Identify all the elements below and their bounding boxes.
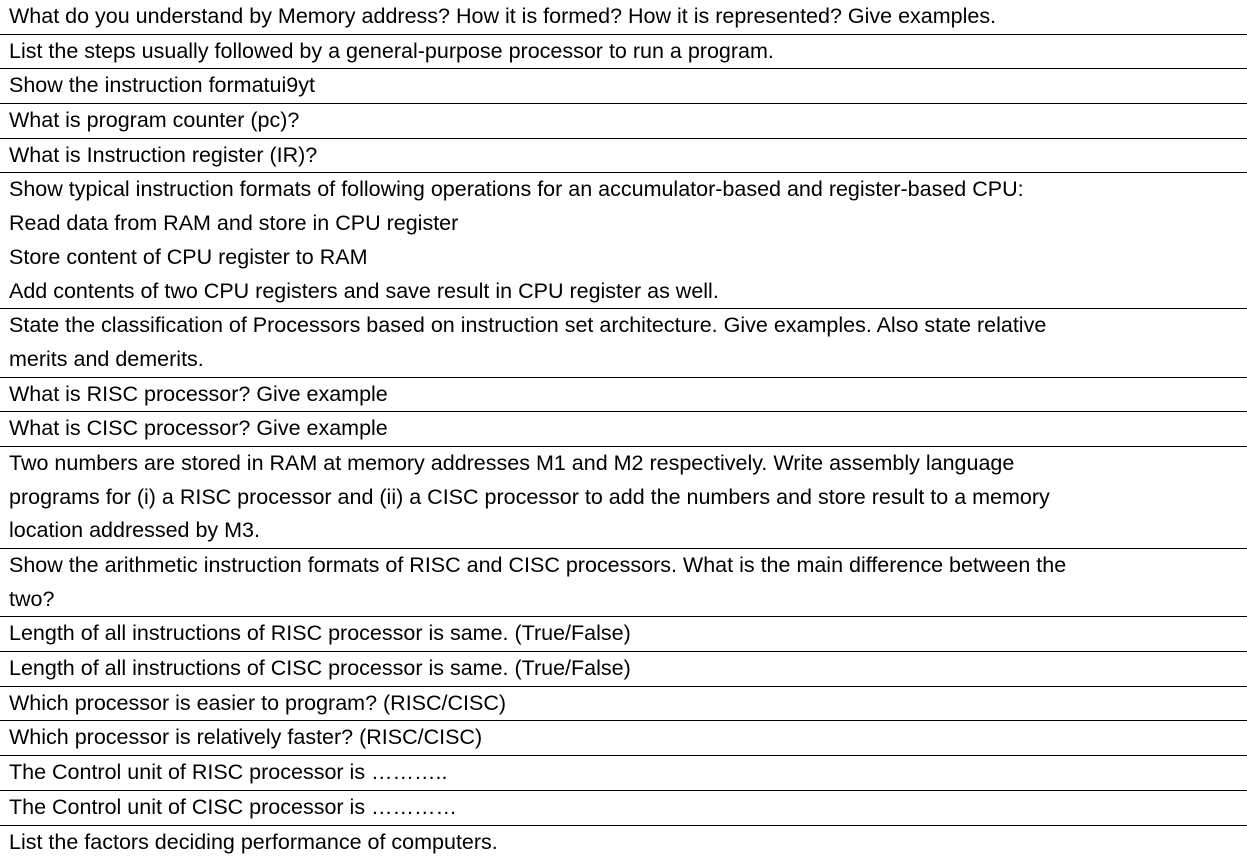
question-text-line: Length of all instructions of CISC processor is same. (True/False) (9, 652, 1247, 686)
question-text-line: programs for (i) a RISC processor and (ii) a CISC processor to add the numbers and store result to a memory (9, 481, 1247, 515)
question-text-line: What do you understand by Memory address? How it is formed? How it is represented? Give examples. (9, 0, 1247, 34)
question-cell (0, 825, 1247, 859)
question-text-line: Add contents of two CPU registers and save result in CPU register as well. (9, 275, 1247, 309)
question-cell (0, 446, 1247, 548)
question-text-line: List the steps usually followed by a general-purpose processor to run a program. (9, 35, 1247, 69)
question-cell (0, 173, 1247, 309)
question-text-line: State the classification of Processors based on instruction set architecture. Give examples. Also state relative (9, 309, 1247, 343)
question-row (0, 104, 1247, 139)
question-cell (0, 756, 1247, 791)
question-text-line: What is RISC processor? Give example (9, 378, 1247, 412)
question-text-line: List the factors deciding performance of computers. (9, 826, 1247, 859)
question-cell (0, 790, 1247, 825)
question-row (0, 138, 1247, 173)
question-cell (0, 0, 1247, 34)
question-text-line: Show typical instruction formats of following operations for an accumulator-based and register-based CPU: (9, 173, 1247, 207)
question-text-line: two? (9, 583, 1247, 617)
question-row (0, 412, 1247, 447)
question-text-line: What is CISC processor? Give example (9, 412, 1247, 446)
question-cell (0, 138, 1247, 173)
question-text-line: Show the arithmetic instruction formats of RISC and CISC processors. What is the main difference between the (9, 549, 1247, 583)
question-row (0, 825, 1247, 859)
question-text-line: merits and demerits. (9, 343, 1247, 377)
question-row (0, 756, 1247, 791)
question-row (0, 790, 1247, 825)
question-row (0, 34, 1247, 69)
question-cell (0, 549, 1247, 617)
question-row (0, 549, 1247, 617)
question-text-line: Which processor is relatively faster? (RISC/CISC) (9, 721, 1247, 755)
question-cell (0, 617, 1247, 652)
question-row (0, 446, 1247, 548)
question-cell (0, 721, 1247, 756)
question-row (0, 377, 1247, 412)
question-row (0, 69, 1247, 104)
question-text-line: Two numbers are stored in RAM at memory addresses M1 and M2 respectively. Write assembly language (9, 447, 1247, 481)
question-text-line: Read data from RAM and store in CPU register (9, 207, 1247, 241)
question-text-line: The Control unit of CISC processor is ………… (9, 791, 1247, 825)
question-cell (0, 652, 1247, 687)
question-cell (0, 377, 1247, 412)
question-text-line: Length of all instructions of RISC processor is same. (True/False) (9, 617, 1247, 651)
question-cell (0, 412, 1247, 447)
question-cell (0, 104, 1247, 139)
question-cell (0, 309, 1247, 377)
question-row (0, 173, 1247, 309)
question-text-line: Which processor is easier to program? (RISC/CISC) (9, 687, 1247, 721)
question-text-line: Store content of CPU register to RAM (9, 241, 1247, 275)
question-cell (0, 34, 1247, 69)
question-text-line: location addressed by M3. (9, 514, 1247, 548)
question-cell (0, 686, 1247, 721)
question-text-line: What is Instruction register (IR)? (9, 139, 1247, 173)
question-row (0, 686, 1247, 721)
question-text-line: Show the instruction formatui9yt (9, 69, 1247, 103)
question-row (0, 617, 1247, 652)
question-row (0, 721, 1247, 756)
question-row (0, 309, 1247, 377)
question-text-line: What is program counter (pc)? (9, 104, 1247, 138)
question-cell (0, 69, 1247, 104)
question-row (0, 652, 1247, 687)
question-text-line: The Control unit of RISC processor is ……….. (9, 756, 1247, 790)
question-row (0, 0, 1247, 34)
